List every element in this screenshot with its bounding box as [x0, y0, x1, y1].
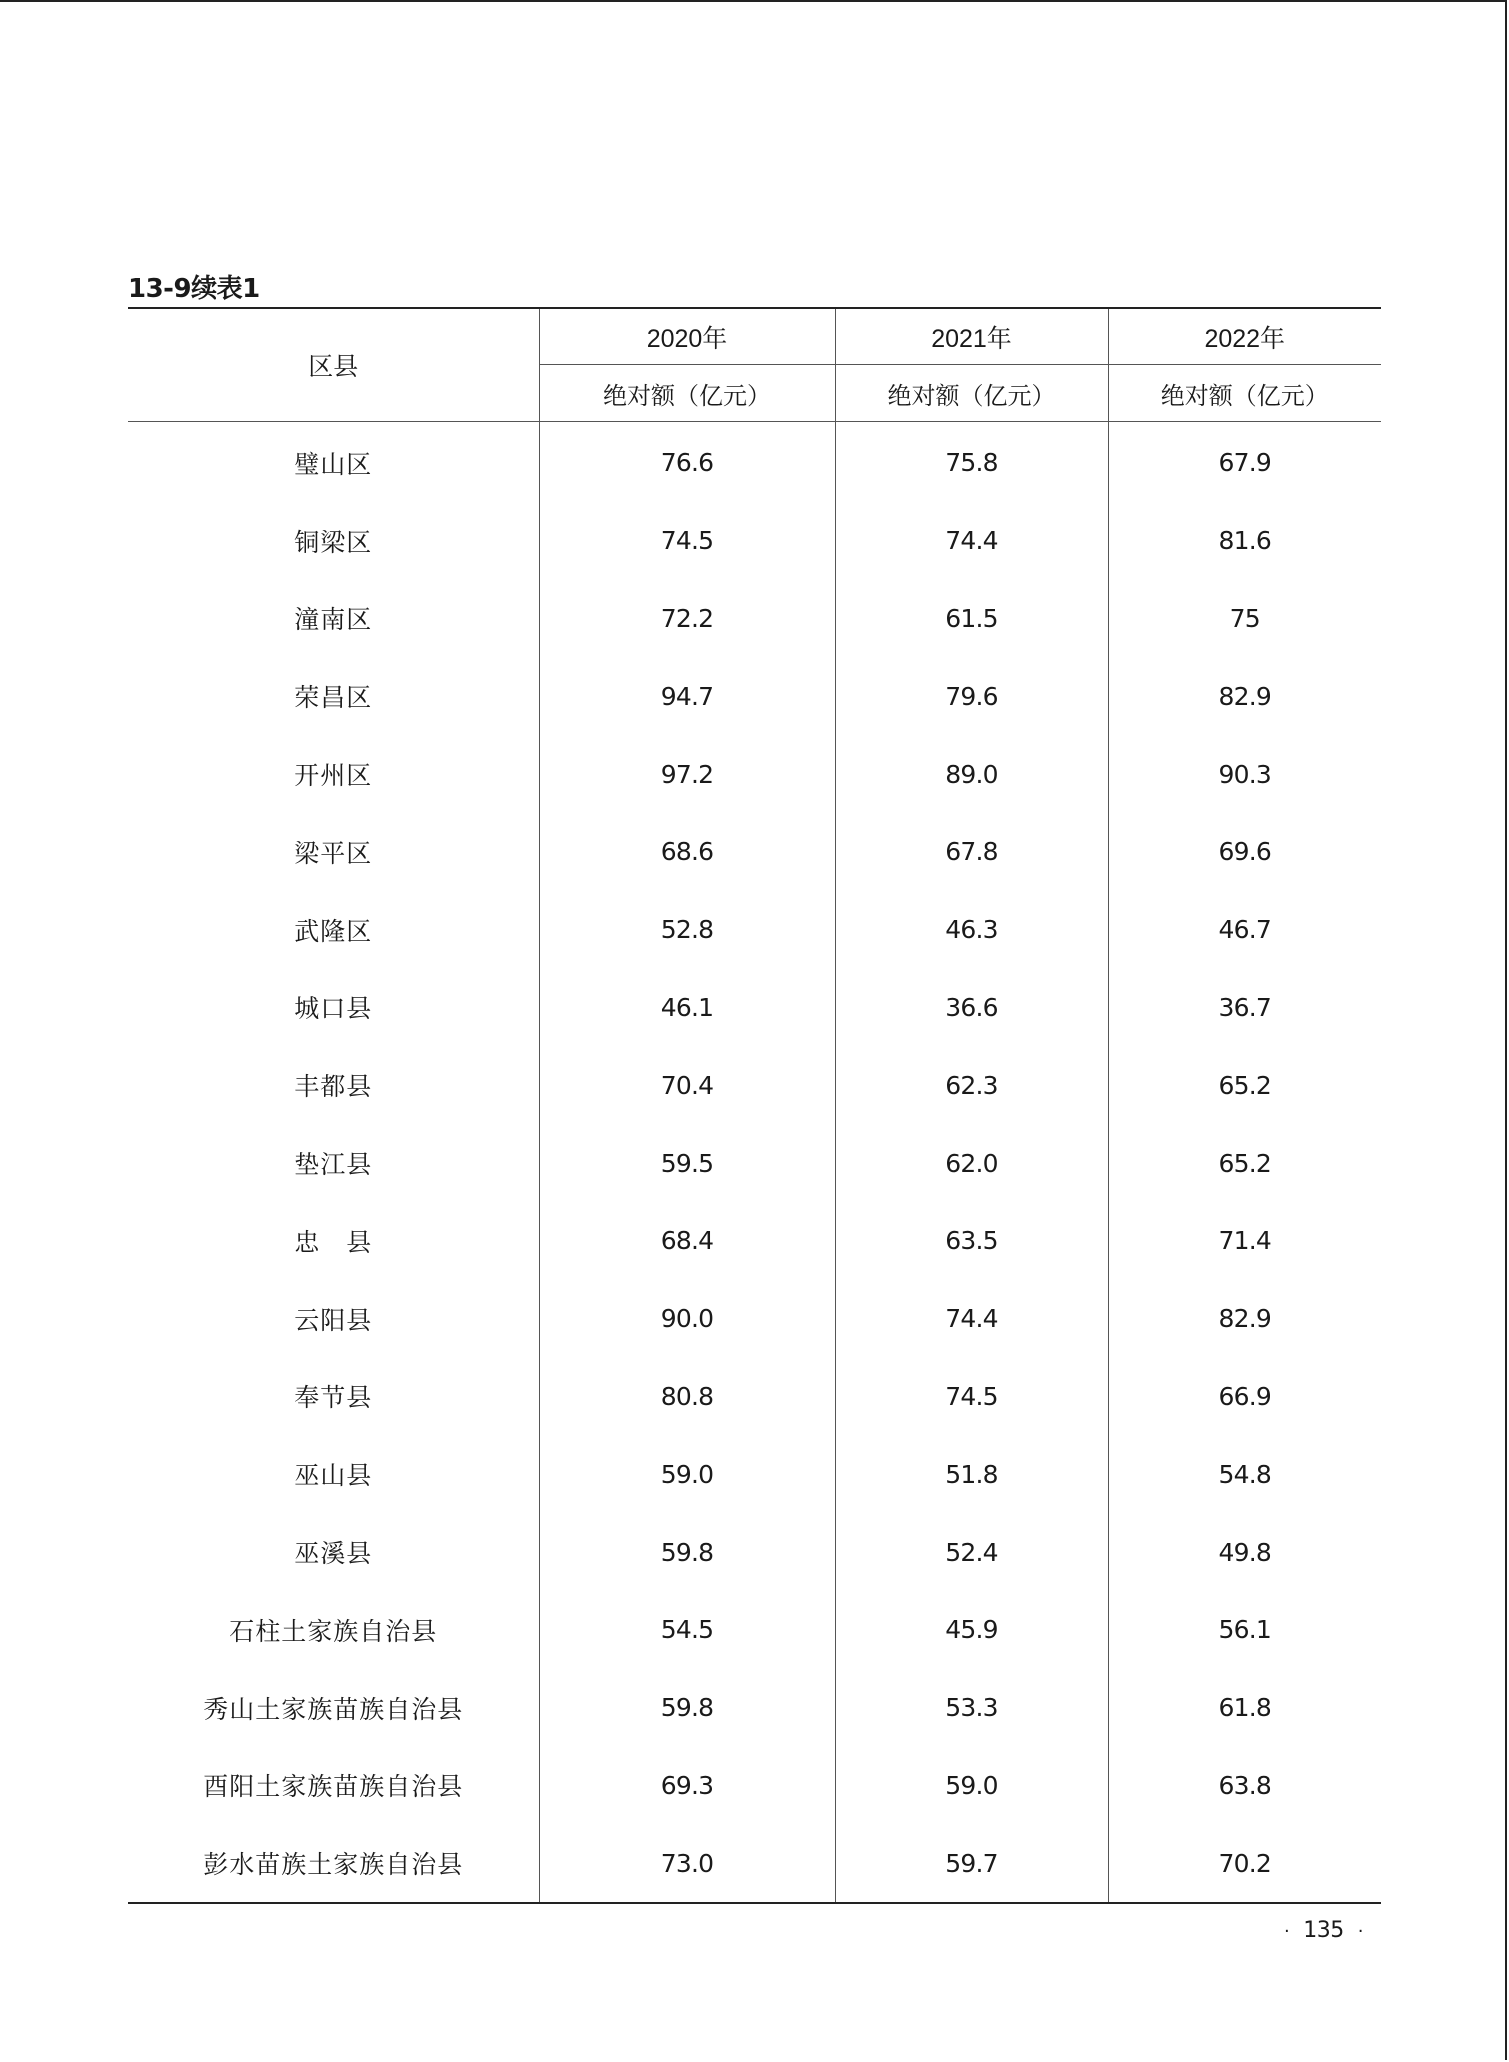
value-2020: 68.4: [539, 1202, 835, 1280]
district-name: 巫山县: [294, 1461, 373, 1491]
value-2020: 46.1: [539, 969, 835, 1047]
value-2021: 53.3: [835, 1669, 1108, 1747]
value-2022: 61.8: [1108, 1669, 1381, 1747]
value-2022: 82.9: [1108, 1280, 1381, 1358]
district-name: 忠 县: [294, 1227, 373, 1257]
district-name: 开州区: [294, 761, 373, 791]
value-2021: 75.8: [835, 422, 1108, 502]
value-2022: 56.1: [1108, 1591, 1381, 1669]
value-2021: 89.0: [835, 735, 1108, 813]
value-2021: 45.9: [835, 1591, 1108, 1669]
table-row: [128, 969, 1381, 1047]
table-row: [128, 891, 1381, 969]
value-2022: 70.2: [1108, 1824, 1381, 1903]
statistics-table: [128, 307, 1381, 1904]
table-row: [128, 1124, 1381, 1202]
value-2021: 67.8: [835, 813, 1108, 891]
district-column-header: 区县: [308, 352, 359, 381]
unit-header-2021: 绝对额（亿元）: [835, 365, 1108, 422]
value-2020: 70.4: [539, 1046, 835, 1124]
value-2021: 36.6: [835, 969, 1108, 1047]
value-2022: 71.4: [1108, 1202, 1381, 1280]
value-2021: 61.5: [835, 580, 1108, 658]
table-row: [128, 1824, 1381, 1903]
value-2021: 79.6: [835, 657, 1108, 735]
table-row: [128, 1747, 1381, 1825]
value-2020: 97.2: [539, 735, 835, 813]
value-2020: 52.8: [539, 891, 835, 969]
value-2021: 59.0: [835, 1747, 1108, 1825]
table-row: [128, 580, 1381, 658]
value-2021: 62.3: [835, 1046, 1108, 1124]
table-header: [128, 308, 1381, 422]
district-name: 荣昌区: [294, 683, 373, 713]
value-2020: 90.0: [539, 1280, 835, 1358]
district-name: 武隆区: [294, 916, 373, 946]
table-row: [128, 1591, 1381, 1669]
table-row: [128, 1202, 1381, 1280]
district-name: 璧山区: [294, 449, 373, 479]
page-number: [1270, 1918, 1377, 1943]
year-header-2021: 2021年: [835, 308, 1108, 365]
year-header-2022: 2022年: [1108, 308, 1381, 365]
page-number-dot-left: ·: [1284, 1921, 1290, 1942]
value-2020: 59.0: [539, 1435, 835, 1513]
table-row: [128, 1046, 1381, 1124]
value-2022: 46.7: [1108, 891, 1381, 969]
district-name: 石柱土家族自治县: [229, 1616, 438, 1646]
header-row-years: [128, 308, 1381, 365]
value-2021: 52.4: [835, 1513, 1108, 1591]
value-2020: 74.5: [539, 502, 835, 580]
value-2022: 81.6: [1108, 502, 1381, 580]
value-2022: 67.9: [1108, 422, 1381, 502]
table-row: [128, 1669, 1381, 1747]
district-name: 潼南区: [294, 605, 373, 635]
value-2020: 69.3: [539, 1747, 835, 1825]
district-name: 彭水苗族土家族自治县: [203, 1850, 464, 1880]
district-name: 秀山土家族苗族自治县: [203, 1694, 464, 1724]
unit-header-2022: 绝对额（亿元）: [1108, 365, 1381, 422]
value-2020: 59.5: [539, 1124, 835, 1202]
page-number-value: 135: [1303, 1918, 1344, 1943]
table-row: [128, 1435, 1381, 1513]
table-row: [128, 1358, 1381, 1436]
table-row: [128, 657, 1381, 735]
district-name: 巫溪县: [294, 1539, 373, 1569]
district-name: 奉节县: [294, 1383, 373, 1413]
value-2021: 74.5: [835, 1358, 1108, 1436]
table-body: [128, 422, 1381, 1904]
district-name: 铜梁区: [294, 527, 373, 557]
value-2022: 82.9: [1108, 657, 1381, 735]
value-2020: 68.6: [539, 813, 835, 891]
value-2020: 80.8: [539, 1358, 835, 1436]
value-2022: 75: [1108, 580, 1381, 658]
value-2021: 46.3: [835, 891, 1108, 969]
value-2020: 59.8: [539, 1513, 835, 1591]
district-name: 城口县: [294, 994, 373, 1024]
district-name: 云阳县: [294, 1305, 373, 1335]
page-number-dot-right: ·: [1357, 1921, 1363, 1942]
value-2020: 76.6: [539, 422, 835, 502]
value-2020: 94.7: [539, 657, 835, 735]
value-2020: 59.8: [539, 1669, 835, 1747]
value-2021: 74.4: [835, 502, 1108, 580]
unit-header-2020: 绝对额（亿元）: [539, 365, 835, 422]
district-name: 酉阳土家族苗族自治县: [203, 1772, 464, 1802]
value-2020: 54.5: [539, 1591, 835, 1669]
value-2022: 65.2: [1108, 1046, 1381, 1124]
table-row: [128, 1513, 1381, 1591]
value-2021: 51.8: [835, 1435, 1108, 1513]
table-row: [128, 1280, 1381, 1358]
table-row: [128, 422, 1381, 502]
value-2021: 59.7: [835, 1824, 1108, 1903]
table-caption: 13-9续表1: [128, 274, 260, 304]
value-2022: 36.7: [1108, 969, 1381, 1047]
table-row: [128, 502, 1381, 580]
table-row: [128, 813, 1381, 891]
table-row: [128, 735, 1381, 813]
year-header-2020: 2020年: [539, 308, 835, 365]
district-name: 丰都县: [294, 1072, 373, 1102]
district-name: 梁平区: [294, 838, 373, 868]
value-2022: 54.8: [1108, 1435, 1381, 1513]
value-2020: 73.0: [539, 1824, 835, 1903]
district-name: 垫江县: [294, 1150, 373, 1180]
value-2022: 63.8: [1108, 1747, 1381, 1825]
value-2021: 63.5: [835, 1202, 1108, 1280]
value-2022: 69.6: [1108, 813, 1381, 891]
value-2021: 74.4: [835, 1280, 1108, 1358]
value-2022: 66.9: [1108, 1358, 1381, 1436]
value-2020: 72.2: [539, 580, 835, 658]
value-2022: 90.3: [1108, 735, 1381, 813]
value-2022: 65.2: [1108, 1124, 1381, 1202]
value-2022: 49.8: [1108, 1513, 1381, 1591]
value-2021: 62.0: [835, 1124, 1108, 1202]
